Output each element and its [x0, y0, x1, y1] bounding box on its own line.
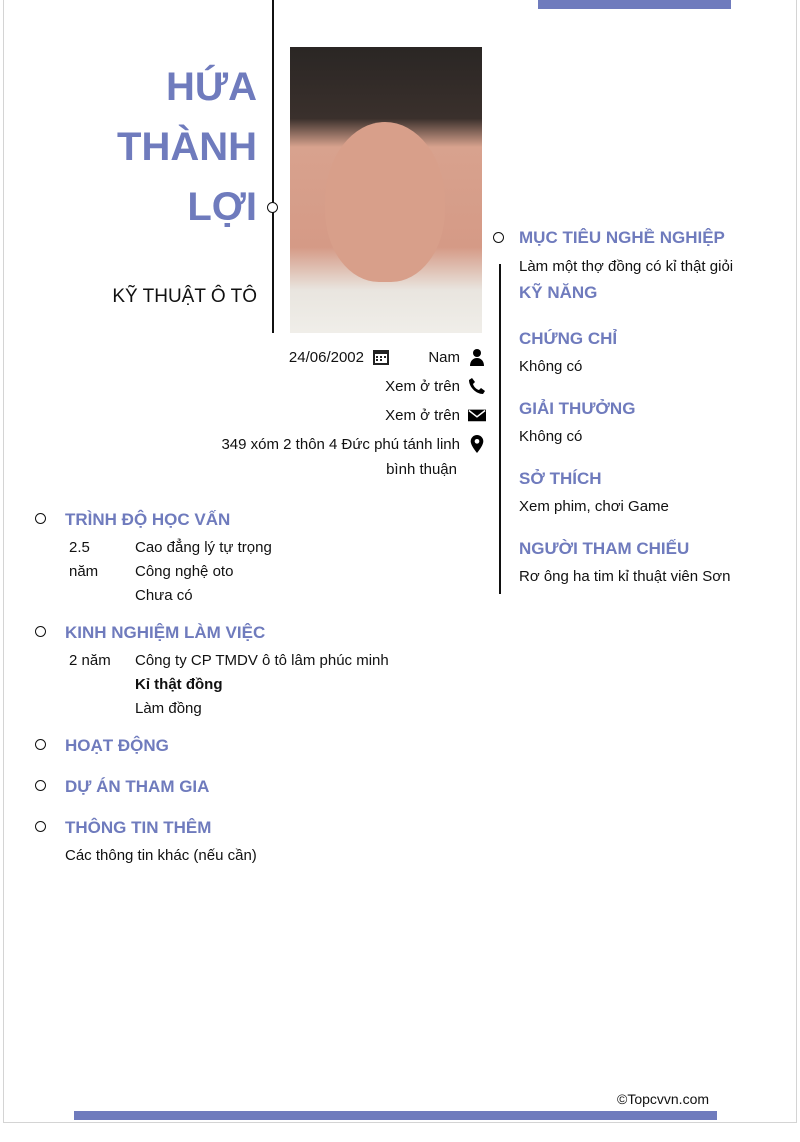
education-major: Công nghệ oto — [135, 563, 234, 580]
footer-credit: ©Topcvvn.com — [617, 1091, 710, 1107]
education-note: Chưa có — [135, 587, 193, 604]
email-icon — [468, 406, 486, 424]
experience-period: 2 năm — [69, 652, 111, 669]
timeline-dot — [35, 513, 46, 524]
experience-company: Công ty CP TMDV ô tô lâm phúc minh — [135, 652, 389, 669]
timeline-dot — [267, 202, 278, 213]
calendar-icon — [372, 348, 390, 366]
education-period: 2.5 — [69, 539, 90, 556]
top-accent-bar — [538, 0, 731, 9]
experience-description: Làm đồng — [135, 700, 202, 717]
email-row — [385, 406, 486, 424]
references-heading: NGƯỜI THAM CHIẾU — [519, 539, 690, 558]
address-row — [221, 435, 486, 453]
location-pin-icon — [468, 435, 486, 453]
timeline-dot — [35, 821, 46, 832]
birthday-text: 24/06/2002 — [288, 348, 364, 366]
more-info-text: Các thông tin khác (nếu cần) — [65, 847, 257, 864]
phone-text: Xem ở trên — [385, 377, 460, 395]
education-heading: TRÌNH ĐỘ HỌC VẤN — [65, 510, 231, 529]
gender-text: Nam — [428, 348, 460, 366]
hobbies-text: Xem phim, chơi Game — [519, 498, 669, 515]
skills-heading: KỸ NĂNG — [519, 283, 598, 302]
projects-heading: DỰ ÁN THAM GIA — [65, 777, 210, 796]
address-text-line2: bình thuận — [386, 461, 457, 478]
profile-photo — [290, 47, 482, 333]
candidate-name — [117, 57, 257, 237]
gender-row — [428, 348, 486, 366]
person-icon — [468, 348, 486, 366]
certificates-text: Không có — [519, 358, 583, 375]
header-divider — [272, 0, 274, 333]
objective-text: Làm một thợ đồng có kỉ thật giỏi — [519, 258, 734, 275]
education-school: Cao đẳng lý tự trọng — [135, 539, 272, 556]
name-line: HỨA — [166, 65, 257, 109]
hobbies-heading: SỞ THÍCH — [519, 469, 602, 488]
name-line: THÀNH — [117, 125, 257, 169]
awards-text: Không có — [519, 428, 583, 445]
job-title: KỸ THUẬT Ô TÔ — [112, 286, 257, 307]
references-text: Rơ ông ha tim kỉ thuật viên Sơn — [519, 568, 731, 585]
activities-heading: HOẠT ĐỘNG — [65, 736, 169, 755]
name-line: LỢI — [187, 185, 257, 229]
education-period-unit: năm — [69, 563, 99, 580]
timeline-dot — [35, 626, 46, 637]
experience-position: Kỉ thật đồng — [135, 676, 223, 693]
experience-heading: KINH NGHIỆM LÀM VIỆC — [65, 623, 266, 642]
more-info-heading: THÔNG TIN THÊM — [65, 818, 212, 837]
email-text: Xem ở trên — [385, 406, 460, 424]
awards-heading: GIẢI THƯỞNG — [519, 399, 636, 418]
timeline-dot — [35, 739, 46, 750]
timeline-dot — [493, 232, 504, 243]
timeline-dot — [35, 780, 46, 791]
bottom-accent-bar — [74, 1111, 717, 1120]
right-column-divider — [499, 264, 501, 594]
address-text: 349 xóm 2 thôn 4 Đức phú tánh linh — [221, 435, 460, 453]
phone-row — [385, 377, 486, 395]
objective-heading: MỤC TIÊU NGHỀ NGHIỆP — [519, 228, 725, 247]
phone-icon — [468, 377, 486, 395]
birthday-row — [289, 348, 390, 366]
certificates-heading: CHỨNG CHỈ — [519, 329, 618, 348]
